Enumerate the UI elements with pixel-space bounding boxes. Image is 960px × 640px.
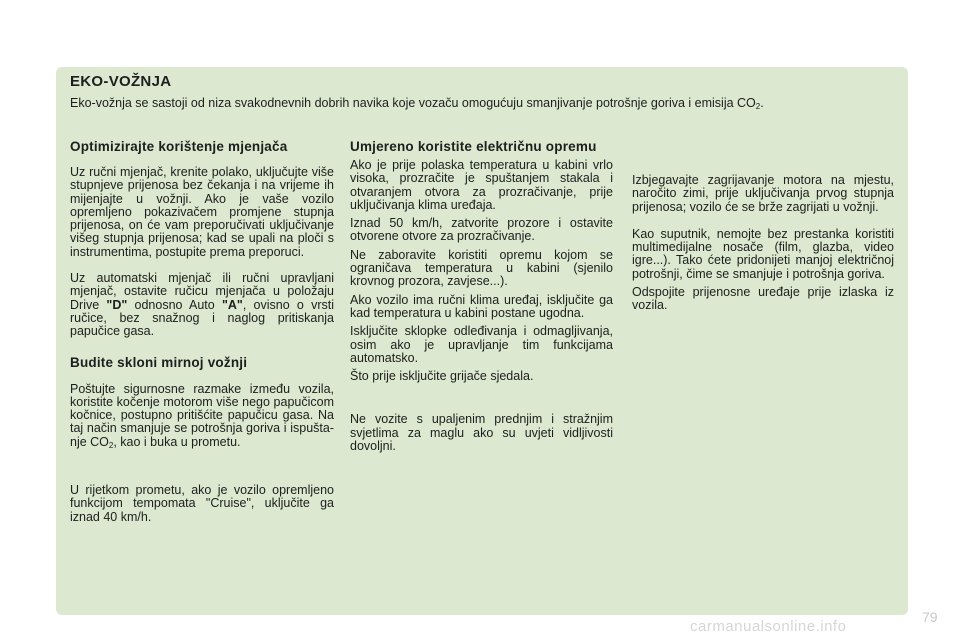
paragraph-sunblind: Ne zaboravite koristiti opremu kojom se ograničava temperatura u kabini (sjenilo krovnog prozora, zavjese...).	[350, 247, 613, 289]
paragraph-defrost: Isključite sklopke odleđivanja i odmagljivanja, osim ako je upravljanje tim funkcijama automatsko.	[350, 324, 613, 365]
section-title: EKO-VOŽNJA	[70, 73, 172, 90]
text-part: Poštujte sigurnosne razmake između vozila, koristite kočenje motorom više nego papučicom kočnice, postupno pritišćite papučicu gasa. Na taj način smanjuje se potrošnja goriva i ispuštanje CO	[70, 381, 334, 449]
heading-calm-driving: Budite skloni mirnoj vožnji	[70, 354, 248, 370]
paragraph-climate: Ako vozilo ima ručni klima uređaj, isključite ga kad temperatura u kabini postane ugodna.	[350, 292, 613, 320]
heading-gearbox: Optimizirajte korištenje mjenjača	[70, 139, 288, 154]
intro-subscript: 2	[755, 102, 761, 111]
paragraph-windows: Iznad 50 km/h, zatvorite prozore i ostavite otvorene otvore za prozračivanje.	[350, 216, 613, 244]
drive-label: "D"	[106, 297, 128, 312]
intro-body: Eko-vožnja se sastoji od niza svakodnevnih dobrih navika koje vozaču omogućuju smanjivanje potrošnje goriva i emisija CO	[70, 96, 756, 110]
co2-subscript: 2	[108, 440, 114, 450]
paragraph-engine-warmup: Izbjegavajte zagrijavanje motora na mjestu, naročito zimi, prije uključivanja prvog stupnja prijenosa; vozilo će se brže zagrijati u vožnji.	[632, 173, 894, 214]
page-number: 79	[922, 609, 938, 625]
paragraph-safe-distance	[70, 383, 334, 449]
text-part: Uz automatski mjenjač ili ručni upravljani mjenjač, ostavite ručicu mjenjača u položaju Drive	[70, 271, 334, 312]
eco-driving-panel	[56, 67, 908, 615]
paragraph-portable-devices: Odspojite prijenosne uređaje prije izlaska iz vozila.	[632, 285, 894, 313]
watermark: carmanualsonline.info	[690, 618, 847, 635]
column-electrical	[350, 139, 613, 453]
paragraph-cruise: U rijetkom prometu, ako je vozilo opremljeno funkcijom tempomata "Cruise", uključite ga iznad 40 km/h.	[70, 483, 334, 524]
paragraph-automatic-gearbox	[70, 272, 334, 338]
paragraph-fog-lights: Ne vozite s upaljenim prednjim i stražnjim svjetlima za maglu ako su uvjeti vidljivosti dovoljni.	[350, 412, 613, 454]
text-part: , kao i buka u prometu.	[113, 434, 241, 449]
text-part: , ovisno o vrsti ručice, bez snažnog i naglog pritiskanja papučice gasa.	[70, 297, 335, 339]
text-part: odnosno Auto	[127, 297, 222, 312]
paragraph-seat-heaters: Što prije isključite grijače sjedala.	[350, 369, 534, 384]
auto-label: "A"	[221, 297, 243, 312]
column-gearbox	[70, 139, 334, 524]
column-misc	[632, 174, 894, 313]
heading-electrical: Umjereno koristite električnu opremu	[350, 139, 597, 154]
paragraph-cabin-temperature: Ako je prije polaska temperatura u kabini vrlo visoka, prozračite je spuštanjem stakala i otvaranjem otvora za prozračivanje, prije uključivanja klima uređaja.	[350, 158, 613, 212]
intro-text	[70, 96, 764, 110]
intro-end: .	[760, 96, 764, 110]
paragraph-manual-gearbox: Uz ručni mjenjač, krenite polako, uključujte više stupnjeve prijenosa bez čekanja i na vrijeme ih mijenjajte u vožnji. Ako je vaše vozilo opremljeno pokazivačem promjene stupnja prijenosa, on će vam preporučivati uključivanje višeg stupnja prijenosa; kad se upali na ploči s instrumentima, postupite prema preporuci.	[70, 165, 334, 259]
paragraph-multimedia: Kao suputnik, nemojte bez prestanka koristiti multimedijalne nosače (film, glazba, video igre...). Tako ćete pridonijeti manjoj električnoj potrošnji, čime se smanjuje i potrošnja goriva.	[632, 226, 894, 281]
